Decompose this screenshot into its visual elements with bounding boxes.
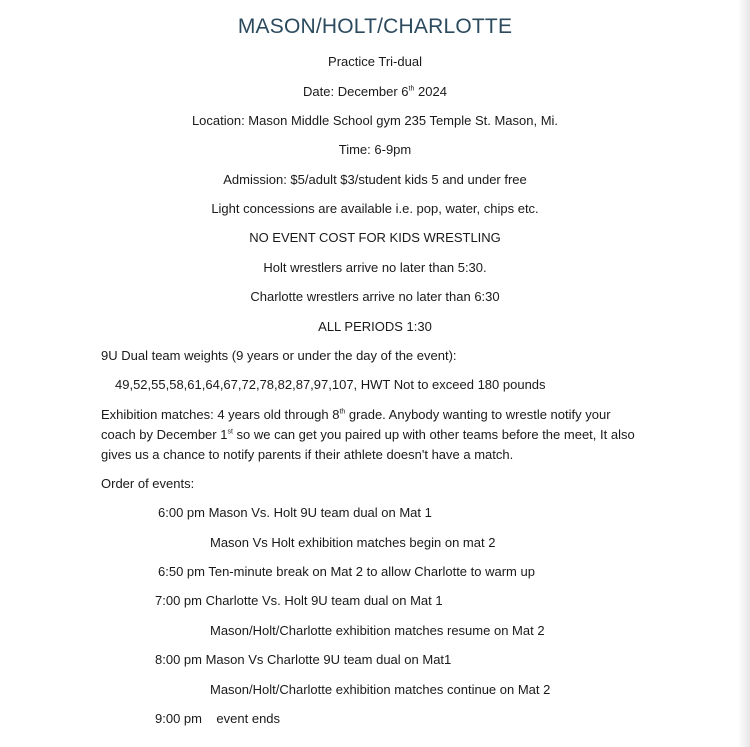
exhibition-text-2: grade. Anybody wanting to wrestle notify your coach by December 1 <box>101 407 611 442</box>
no-cost-notice: NO EVENT COST FOR KIDS WRESTLING <box>249 230 501 245</box>
event-item: Mason/Holt/Charlotte exhibition matches resume on Mat 2 <box>210 623 545 638</box>
event-item: 8:00 pm Mason Vs Charlotte 9U team dual on Mat1 <box>155 652 452 667</box>
event-date-text: Date: December 6 <box>303 84 409 99</box>
event-item: 6:50 pm Ten-minute break on Mat 2 to allow Charlotte to warm up <box>158 564 535 579</box>
event-item: 9:00 pm event ends <box>155 711 281 726</box>
weights-heading: 9U Dual team weights (9 years or under the day of the event): <box>101 348 457 363</box>
page-title: MASON/HOLT/CHARLOTTE <box>237 15 513 38</box>
concessions-info: Light concessions are available i.e. pop, water, chips etc. <box>211 201 539 216</box>
periods-info: ALL PERIODS 1:30 <box>318 319 432 334</box>
order-heading: Order of events: <box>101 476 195 491</box>
exhibition-sup-2: st <box>227 428 233 436</box>
event-time: Time: 6-9pm <box>338 142 412 157</box>
exhibition-text-3: so we can get you paired up with other teams before the meet, It also gives us a chance to notify parents if their athlete doesn't have a match. <box>101 427 635 462</box>
event-item: Mason Vs Holt exhibition matches begin on mat 2 <box>210 535 496 550</box>
event-date <box>0 83 750 101</box>
event-item: 6:00 pm Mason Vs. Holt 9U team dual on Mat 1 <box>158 505 432 520</box>
exhibition-sup-1: th <box>339 408 346 416</box>
event-date-suffix: th <box>408 85 415 93</box>
weights-list: 49,52,55,58,61,64,67,72,78,82,87,97,107, HWT Not to exceed 180 pounds <box>115 377 546 392</box>
exhibition-paragraph <box>101 405 646 465</box>
admission-info: Admission: $5/adult $3/student kids 5 and under free <box>223 172 527 187</box>
charlotte-arrival: Charlotte wrestlers arrive no later than 6:30 <box>250 289 500 304</box>
exhibition-text-1: Exhibition matches: 4 years old through 8 <box>101 407 340 422</box>
event-subtitle: Practice Tri-dual <box>328 54 422 69</box>
event-date-year: 2024 <box>414 84 447 99</box>
event-item: Mason/Holt/Charlotte exhibition matches continue on Mat 2 <box>210 682 551 697</box>
event-location: Location: Mason Middle School gym 235 Temple St. Mason, Mi. <box>191 113 559 128</box>
event-item: 7:00 pm Charlotte Vs. Holt 9U team dual on Mat 1 <box>155 593 443 608</box>
holt-arrival: Holt wrestlers arrive no later than 5:30. <box>263 260 487 275</box>
